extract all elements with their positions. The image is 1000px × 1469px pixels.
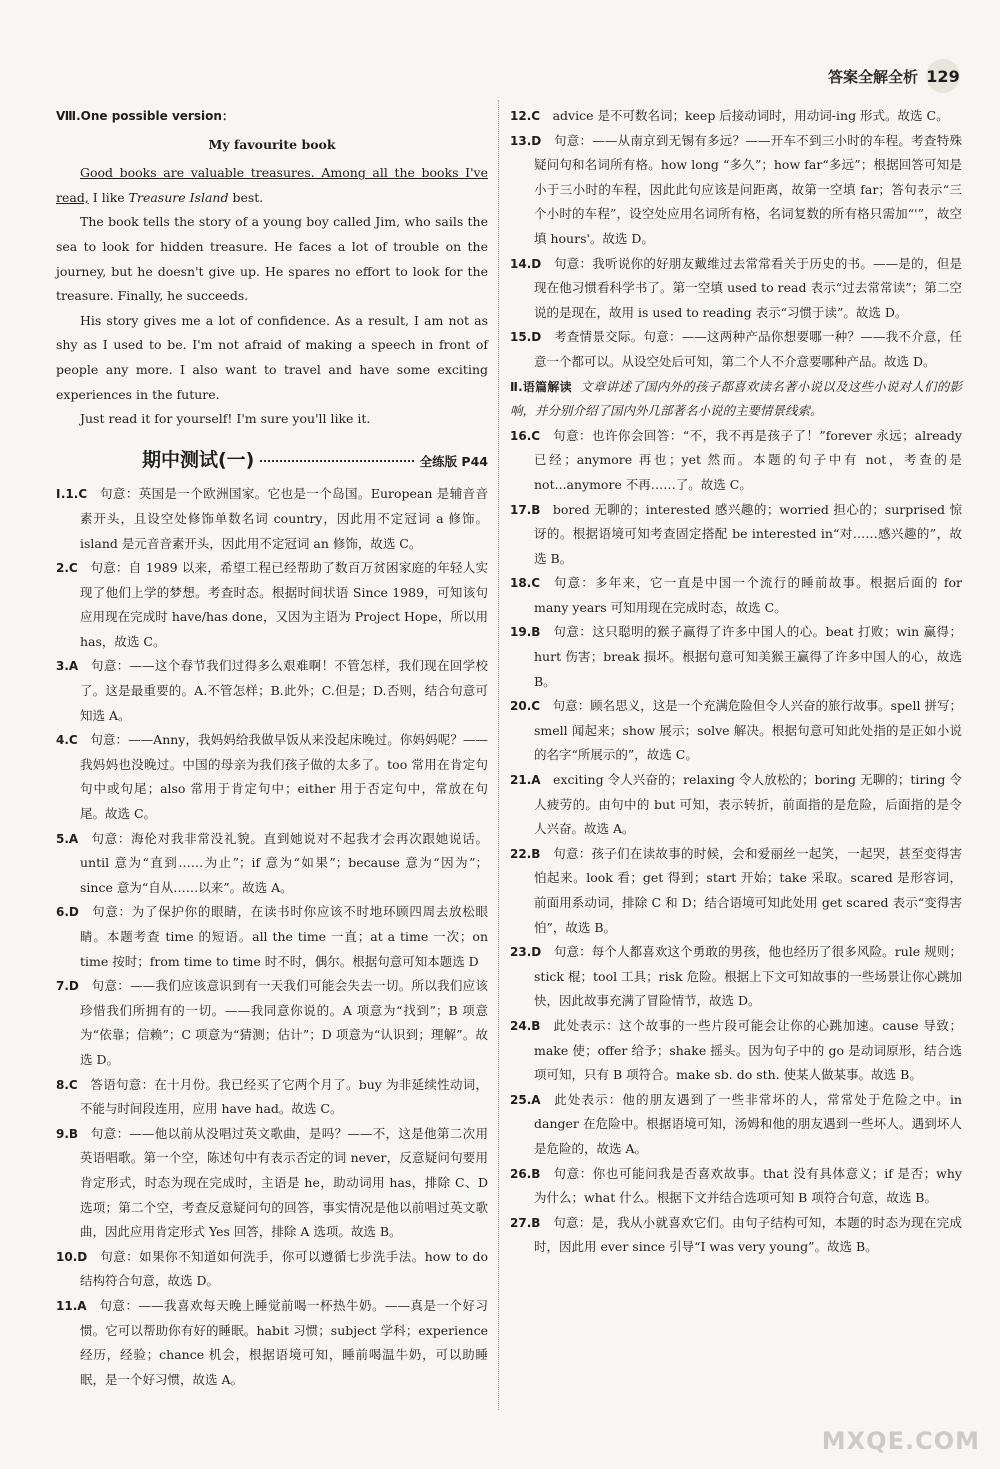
answer-item: [510, 940, 962, 1014]
answer-item: [56, 482, 488, 556]
answer-explanation: 此处表示：他的朋友遇到了一些非常坏的人，常常处于危险之中。in danger 在危险中。根据语境可知，汤姆和他的朋友遇到一些坏人。遇到坏人是危险的，故选 A。: [534, 1091, 962, 1156]
part-label: Ⅱ.语篇解读: [510, 379, 572, 394]
answer-item: [56, 827, 488, 901]
answer-explanation: 句意：多年来，它一直是中国一个流行的睡前故事。根据后面的 for many years 可知用现在完成时态，故选 C。: [534, 575, 962, 615]
answer-number: 24.B: [510, 1018, 541, 1033]
section-page-ref: 全练版 P44: [419, 453, 488, 469]
answer-number: 3.A: [56, 659, 79, 674]
essay-underlined-sentence: Good books are valuable treasures. Among all the books I've read,: [56, 165, 488, 205]
answer-explanation: 句意：为了保护你的眼睛，在读书时你应该不时地环顾四周去放松眼睛。本题考查 time 的短语。all the time 一直；at a time 一次；on time 按时；from time to time 时不时，偶尔。根据句意可知本题选 D: [80, 904, 488, 969]
essay-paragraph-2: The book tells the story of a young boy called Jim, who sails the sea to look for hidden treasure. He faces a lot of trouble on the journey, but he doesn't give up. He spares no effort to look for the treasure. Finally, he succeeds.: [56, 214, 488, 304]
answer-explanation: 句意：——这个春节我们过得多么艰难啊！不管怎样，我们现在回学校了。这是最重要的。A.不管怎样；B.此外；C.但是；D.否则，结合句意可知选 A。: [80, 658, 488, 723]
essay-paragraph-4: Just read it for yourself! I'm sure you'll like it.: [80, 411, 371, 427]
answer-item: [510, 1211, 962, 1260]
answer-list-left: [56, 482, 488, 1392]
page-header: [828, 60, 960, 92]
answer-number: 13.D: [510, 133, 542, 148]
answer-number: 5.A: [56, 831, 79, 846]
answer-item: [510, 620, 962, 694]
answer-item: [510, 1162, 962, 1211]
answer-number: 16.C: [510, 428, 541, 443]
answer-number: 7.D: [56, 979, 79, 994]
answer-item: [56, 1294, 488, 1392]
answer-explanation: exciting 令人兴奋的；relaxing 令人放松的；boring 无聊的；tiring 令人疲劳的。由句中的 but 可知，表示转折，前面指的是危险，后面指的是令人兴奋。故选 A。: [534, 772, 962, 837]
column-divider: [498, 100, 499, 1410]
answer-explanation: 句意：是，我从小就喜欢它们。由句子结构可知，本题的时态为现在完成时，因此用 ever since 引导“I was very young”。故选 B。: [534, 1214, 962, 1255]
answer-explanation: 句意：——他以前从没唱过英文歌曲，是吗？——不，这是他第二次用英语唱歌。第一个空，陈述句中有表示否定的词 never，反意疑问句要用肯定形式，时态为现在完成时，主语是 he，助动词用 has，排除 C、D 选项；第二个空，考查反意疑问句的回答，事实情况是他以前唱过英文歌曲，因此应用肯定形式 Yes 回答，排除 A 选项。故选 B。: [80, 1125, 488, 1240]
answer-number: 25.A: [510, 1092, 541, 1107]
answer-explanation: 句意：这只聪明的猴子赢得了许多中国人的心。beat 打败；win 赢得；hurt 伤害；break 损坏。根据句意可知美猴王赢得了许多中国人的心，故选 B。: [534, 624, 962, 689]
answer-item: [510, 768, 962, 842]
answer-item: [56, 556, 488, 654]
answer-number: 9.B: [56, 1126, 79, 1141]
answer-item: [510, 498, 962, 572]
answer-item: [510, 571, 962, 620]
answer-explanation: 句意：自 1989 以来，希望工程已经帮助了数百万贫困家庭的年轻人实现了他们上学的梦想。考查时态。根据时间状语 Since 1989，可知该句应用现在完成时 have/has done，又因为主语为 Project Hope，所以用 has，故选 C。: [80, 560, 488, 649]
answer-explanation: 句意：你也可能问我是否喜欢故事。that 没有具体意义；if 是否；why 为什么；what 什么。根据下文并结合选项可知 B 项符合句意，故选 B。: [534, 1165, 962, 1206]
answer-number: 19.B: [510, 625, 541, 640]
answer-number: 22.B: [510, 846, 541, 861]
answer-number: 4.C: [56, 733, 78, 748]
book-title: Treasure Island: [128, 189, 229, 205]
essay-label: Ⅷ.One possible version：: [56, 109, 234, 123]
answer-number: 23.D: [510, 945, 542, 960]
answer-item: [56, 900, 488, 974]
answer-item: [510, 842, 962, 940]
answer-explanation: 句意：——我们应该意识到有一天我们可能会失去一切。所以我们应该珍惜我们所拥有的一切。——我同意你说的。A 项意为“找到”；B 项意为“依靠；信赖”；C 项意为“猜测；估计”；D 项意为“认识到；理解”。故选 D。: [80, 978, 488, 1067]
answer-number: 17.B: [510, 502, 541, 517]
answer-item: [56, 1122, 488, 1245]
answer-explanation: 考查情景交际。句意：——这两种产品你想要哪一种？——我不介意，任意一个都可以。从设空处后可知，第二个人不介意要哪种产品。故选 D。: [534, 329, 962, 369]
answer-item: [56, 1245, 488, 1294]
section-heading: [56, 448, 488, 475]
answer-explanation: 句意：——从南京到无锡有多远？——开车不到三小时的车程。考查特殊疑问句和名词所有格。how long “多久”；how far“多远”；根据回答可知是小于三小时的车程，因此此句应该是问距离，故第一空填 far；答句表示“三个小时的车程”，设空处应用名词所有格，名词复数的所有格只需加“'”，故空填 hours'。故选 D。: [534, 132, 962, 246]
watermark-logo: MXQE.COM: [821, 1427, 980, 1455]
answer-item: [510, 1088, 962, 1162]
answer-item: [56, 728, 488, 826]
answer-explanation: 句意：顾名思义，这是一个充满危险但令人兴奋的旅行故事。spell 拼写；smell 闻起来；show 展示；solve 解决。根据句意可知此处指的是正如小说的名字“所展示的”，故选 C。: [534, 698, 962, 763]
answer-explanation: 此处表示：这个故事的一些片段可能会让你的心跳加速。cause 导致；make 使；offer 给予；shake 摇头。因为句子中的 go 是动词原形，结合选项可知，只有 B 项符合。make sb. do sth. 使某人做某事。故选 B。: [534, 1017, 962, 1083]
header-title: 答案全解全析: [827, 67, 918, 86]
essay-title: My favourite book: [208, 136, 336, 152]
answer-explanation: 句意：孩子们在读故事的时候，会和爱丽丝一起笑，一起哭，甚至变得害怕起来。look 看；get 得到；start 开始；take 采取。scared 是形容词，前面用系动词，排除 C 和 D；结合语境可知此处用 get scared 表示“变得害怕”，故选 B。: [534, 845, 962, 935]
essay-paragraph-3: His story gives me a lot of confidence. As a result, I am not as shy as I used to be. I'm not afraid of making a speech in front of people any more. I also want to travel and have some exciting experiences in the future.: [56, 312, 488, 402]
essay-text: I like: [88, 189, 129, 205]
passage-analysis: [510, 375, 962, 424]
answer-item: [510, 129, 962, 252]
answer-number: 6.D: [56, 905, 79, 920]
answer-explanation: bored 无聊的；interested 感兴趣的；worried 担心的；surprised 惊讶的。根据语境可知考查固定搭配 be interested in“对……感兴趣的”，故选 B。: [534, 501, 962, 566]
left-column: [56, 104, 488, 1392]
dotted-leader: [260, 460, 413, 462]
answer-number: 20.C: [510, 699, 541, 714]
answer-explanation: 句意：我听说你的好朋友戴维过去常常看关于历史的书。——是的，但是现在他习惯看科学书了。第一空填 used to read 表示“过去常常读”；第二空说的是现在，故用 is used to reading 表示“习惯于读”。故选 D。: [534, 255, 962, 320]
answer-item: [510, 252, 962, 326]
answer-list-right-a: [510, 104, 962, 375]
answer-explanation: 句意：每个人都喜欢这个勇敢的男孩，他也经历了很多风险。rule 规则；stick 棍；tool 工具；risk 危险。根据上下文可知故事的一些场景让你心跳加快，因此故事充满了冒险情节，故选 D。: [534, 944, 962, 1009]
part-description: 文章讲述了国内外的孩子都喜欢读名著小说以及这些小说对人们的影响，并分别介绍了国内外几部著名小说的主要情景线索。: [510, 378, 962, 419]
answer-number: 27.B: [510, 1215, 541, 1230]
answer-explanation: 句意：英国是一个欧洲国家。它也是一个岛国。European 是辅音音素开头，且设空处修饰单数名词 country，因此用不定冠词 a 修饰。island 是元音音素开头，因此用不定冠词 an 修饰，故选 C。: [80, 486, 488, 551]
answer-number: 15.D: [510, 330, 542, 345]
answer-number: 10.D: [56, 1249, 88, 1264]
answer-item: [510, 1014, 962, 1088]
answer-item: [56, 1073, 488, 1122]
answer-number: 2.C: [56, 561, 78, 576]
answer-item: [510, 424, 962, 498]
answer-explanation: 句意：海伦对我非常没礼貌。直到她说对不起我才会再次跟她说话。until 意为“直到……为止”；if 意为“如果”；because 意为“因为”；since 意为“自从……以来”。故选 A。: [80, 830, 488, 895]
answer-number: 11.A: [56, 1298, 87, 1313]
answer-item: [510, 325, 962, 374]
answer-number: 8.C: [56, 1077, 78, 1092]
answer-explanation: 答语句意：在十月份。我已经买了它两个月了。buy 为非延续性动词，不能与时间段连用，应用 have had。故选 C。: [80, 1076, 488, 1117]
answer-number: 21.A: [510, 773, 541, 788]
answer-explanation: 句意：也许你会回答：“不，我不再是孩子了！”forever 永远；already 已经；anymore 再也；yet 然而。本题的句子中有 not，考查的是 not...anymore 不再……了。故选 C。: [534, 427, 962, 492]
answer-explanation: 句意：如果你不知道如何洗手，你可以遵循七步洗手法。how to do 结构符合句意，故选 D。: [80, 1248, 488, 1289]
section-title: 期中测试(一): [142, 448, 255, 471]
answer-item: [510, 694, 962, 768]
answer-item: [56, 974, 488, 1072]
answer-item: [56, 654, 488, 728]
right-column: [510, 104, 962, 1260]
essay-paragraph-1: [56, 161, 488, 210]
answer-number: Ⅰ.1.C: [56, 487, 88, 502]
answer-explanation: 句意：——Anny，我妈妈给我做早饭从来没起床晚过。你妈妈呢？——我妈妈也没晚过。中国的母亲为我们孩子做的太多了。too 常用在肯定句句中或句尾；also 常用于肯定句中；either 用于否定句中，常放在句尾。故选 C。: [80, 732, 488, 822]
answer-list-right-b: [510, 424, 962, 1260]
answer-number: 14.D: [510, 256, 542, 271]
answer-explanation: 句意：——我喜欢每天晚上睡觉前喝一杯热牛奶。——真是一个好习惯。它可以帮助你有好的睡眠。habit 习惯；subject 学科；experience 经历，经验；chance 机会，根据语境可知，睡前喝温牛奶，可以助睡眠，是一个好习惯，故选 A。: [80, 1297, 488, 1387]
answer-number: 12.C: [510, 109, 541, 123]
essay-text: best.: [228, 189, 264, 205]
page-number: 129: [926, 59, 960, 93]
answer-number: 26.B: [510, 1166, 541, 1181]
answer-number: 18.C: [510, 576, 541, 591]
answer-item: [510, 104, 962, 129]
answer-explanation: advice 是不可数名词；keep 后接动词时，用动词-ing 形式。故选 C。: [552, 108, 949, 123]
